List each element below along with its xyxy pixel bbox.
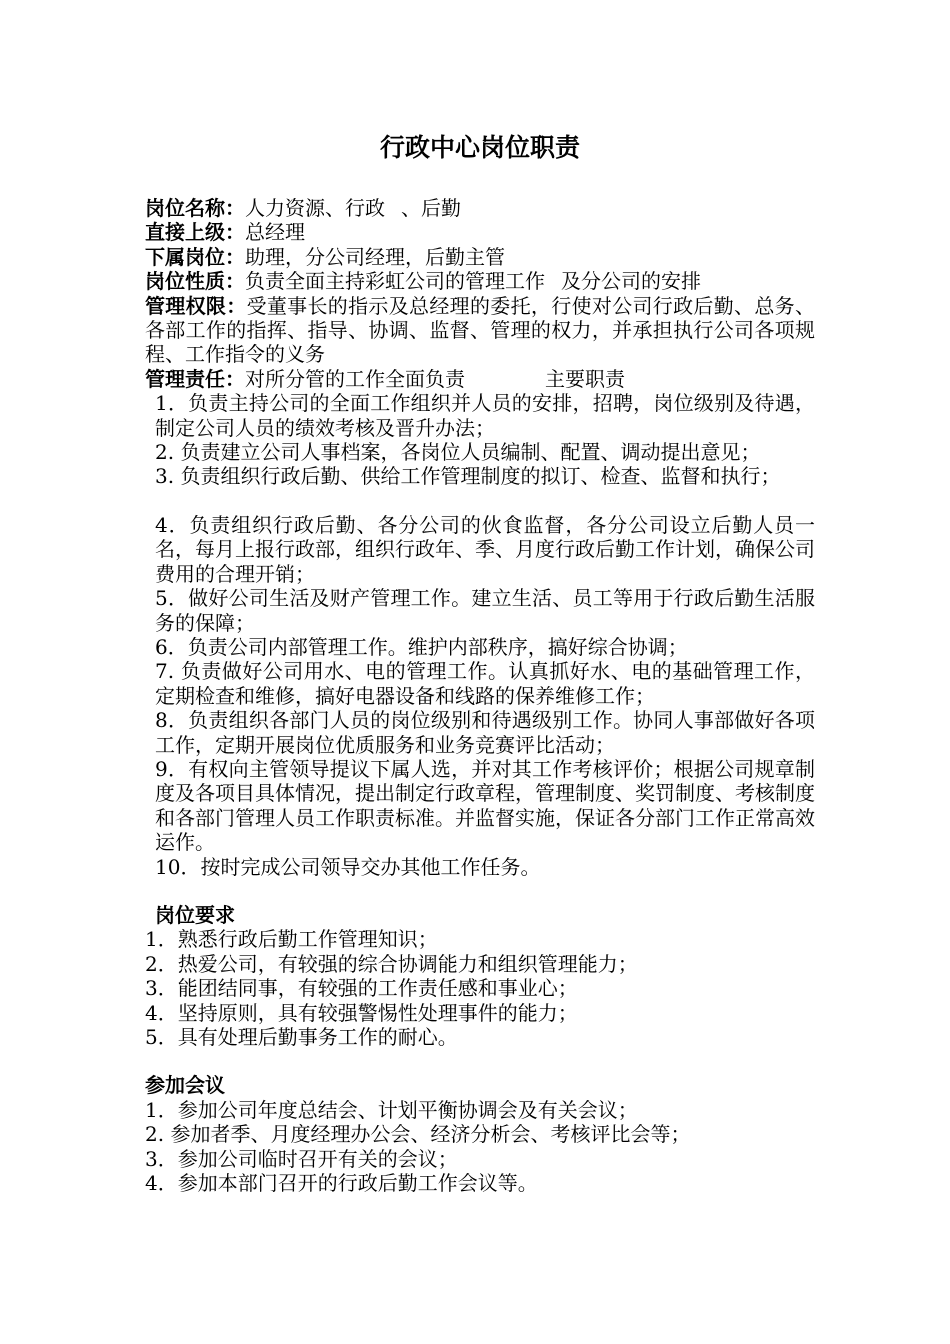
duty-item: 4．负责组织行政后勤、各分公司的伙食监督，各分公司设立后勤人员一名，每月上报行政部，组织行政年、季、月度行政后勤工作计划，确保公司费用的合理开销； bbox=[155, 512, 815, 586]
field-value: 助理，分公司经理，后勤主管 bbox=[245, 244, 505, 269]
meeting-item: 3．参加公司临时召开有关的会议； bbox=[145, 1146, 458, 1171]
field-authority bbox=[145, 294, 815, 367]
field-label: 下属岗位： bbox=[145, 244, 245, 269]
main-duties-label: 主要职责 bbox=[545, 366, 625, 391]
requirement-item: 3．能团结同事，有较强的工作责任感和事业心； bbox=[145, 976, 578, 1001]
field-responsibility bbox=[145, 367, 815, 391]
document-title: 行政中心岗位职责 bbox=[379, 133, 580, 162]
field-position-name bbox=[145, 196, 815, 220]
requirement-item: 5．具有处理后勤事务工作的耐心。 bbox=[145, 1025, 458, 1049]
field-label: 管理责任： bbox=[145, 366, 245, 391]
field-value-extra: 、后勤 bbox=[401, 196, 461, 220]
field-value: 人力资源、行政 bbox=[245, 196, 385, 220]
meeting-item: 2. 参加者季、月度经理办公会、经济分析会、考核评比会等； bbox=[145, 1122, 691, 1147]
field-label: 直接上级： bbox=[145, 220, 245, 245]
field-supervisor bbox=[145, 220, 815, 244]
requirement-item: 1．熟悉行政后勤工作管理知识； bbox=[145, 927, 438, 952]
duty-item: 9．有权向主管领导提议下属人选，并对其工作考核评价；根据公司规章制度及各项目具体情况，提出制定行政章程，管理制度、奖罚制度、考核制度和各部门管理人员工作职责标准。并监督实施，保证各分部门工作正常高效运作。 bbox=[155, 756, 815, 855]
field-value: 负责全面主持彩虹公司的管理工作 bbox=[245, 269, 545, 294]
field-subordinates bbox=[145, 245, 815, 269]
requirement-item: 4．坚持原则，具有较强警惕性处理事件的能力； bbox=[145, 1000, 578, 1025]
duty-item: 2. 负责建立公司人事档案，各岗位人员编制、配置、调动提出意见； bbox=[155, 440, 761, 465]
duty-item: 5．做好公司生活及财产管理工作。建立生活、员工等用于行政后勤生活服务的保障； bbox=[155, 586, 815, 635]
meeting-item: 4．参加本部门召开的行政后勤工作会议等。 bbox=[145, 1171, 538, 1196]
field-value: 对所分管的工作全面负责 bbox=[245, 366, 465, 391]
field-label: 岗位性质： bbox=[145, 269, 245, 294]
duty-item: 7. 负责做好公司用水、电的管理工作。认真抓好水、电的基础管理工作，定期检查和维修，搞好电器设备和线路的保养维修工作； bbox=[155, 659, 815, 708]
duty-item: 10．按时完成公司领导交办其他工作任务。 bbox=[155, 854, 541, 879]
requirement-item: 2．热爱公司，有较强的综合协调能力和组织管理能力； bbox=[145, 951, 638, 976]
field-value: 总经理 bbox=[245, 220, 305, 245]
document-page bbox=[145, 128, 815, 1195]
field-label: 岗位名称： bbox=[145, 196, 245, 220]
duty-item: 1．负责主持公司的全面工作组织并人员的安排，招聘，岗位级别及待遇，制定公司人员的绩效考核及晋升办法； bbox=[155, 391, 815, 440]
meeting-item: 1．参加公司年度总结会、计划平衡协调会及有关会议； bbox=[145, 1097, 638, 1122]
field-value: 受董事长的指示及总经理的委托，行使对公司行政后勤、总务、各部工作的指挥、指导、协调、监督、管理的权力，并承担执行公司各项规程、工作指令的义务 bbox=[145, 293, 815, 367]
meetings-section bbox=[145, 1073, 815, 1195]
section-heading: 参加会议 bbox=[145, 1073, 225, 1098]
duty-item: 6．负责公司内部管理工作。维护内部秩序，搞好综合协调； bbox=[155, 634, 688, 659]
duties-list bbox=[145, 391, 815, 879]
duty-item: 8．负责组织各部门人员的岗位级别和待遇级别工作。协同人事部做好各项工作，定期开展岗位优质服务和业务竞赛评比活动； bbox=[155, 708, 815, 757]
section-heading: 岗位要求 bbox=[155, 902, 235, 927]
requirements-section bbox=[145, 903, 815, 1049]
field-label: 管理权限： bbox=[145, 293, 247, 318]
field-value-extra: 及分公司的安排 bbox=[561, 269, 701, 294]
field-nature bbox=[145, 269, 815, 293]
duty-item: 3. 负责组织行政后勤、供给工作管理制度的拟订、检查、监督和执行； bbox=[155, 464, 781, 489]
